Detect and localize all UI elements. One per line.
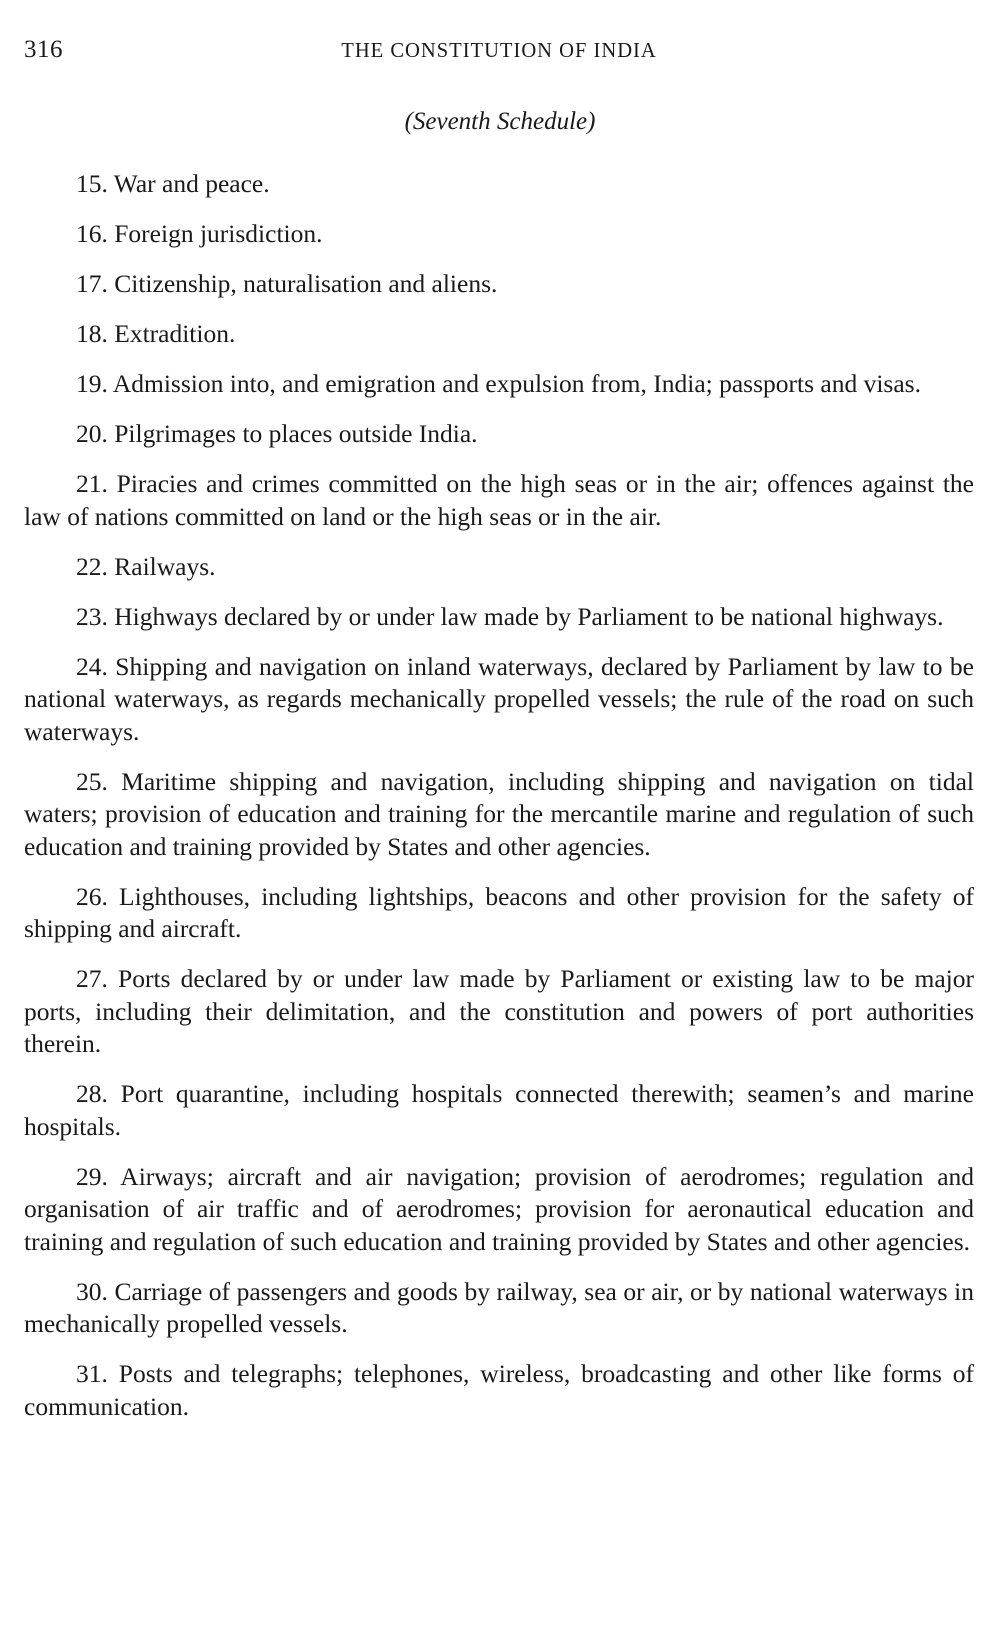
entry-text: Piracies and crimes committed on the high seas or in the air; offences against the law of nations committed on land or the high seas or in the air. (24, 469, 974, 531)
entry-text: Shipping and navigation on inland waterways, declared by Parliament by law to be national waterways, as regards mechanically propelled vessels; the rule of the road on such waterways. (24, 651, 975, 746)
entry-text: Foreign jurisdiction. (114, 219, 323, 248)
entry-text: Airways; aircraft and air navigation; provision of aerodromes; regulation and organisation of air traffic and of aerodromes; provision for aeronautical education and training and regulation of such education and training provided by States and other agencies. (24, 1161, 975, 1256)
list-entry (24, 766, 974, 864)
list-entry (24, 651, 974, 749)
entry-text: Pilgrimages to places outside India. (114, 419, 478, 448)
list-entry (24, 468, 974, 533)
entry-text: Admission into, and emigration and expulsion from, India; passports and visas. (112, 369, 921, 398)
entry-number: 29. (76, 1161, 108, 1191)
entry-number: 18. (76, 319, 108, 348)
entry-text: Carriage of passengers and goods by railway, sea or air, or by national waterways in mechanically propelled vessels. (24, 1276, 974, 1338)
entry-number: 26. (76, 881, 108, 911)
entry-text: Maritime shipping and navigation, including shipping and navigation on tidal waters; provision of education and training for the mercantile marine and regulation of such education and training provided by States and other agencies. (24, 766, 974, 861)
entry-text: Ports declared by or under law made by Parliament or existing law to be major ports, including their delimitation, and the constitution and powers of port authorities therein. (24, 964, 974, 1058)
entry-number: 28. (76, 1079, 108, 1108)
entry-number: 17. (76, 269, 108, 298)
entry-text: War and peace. (113, 169, 270, 198)
entry-text: Posts and telegraphs; telephones, wireless, broadcasting and other like forms of communication. (24, 1359, 975, 1421)
list-entry (24, 963, 974, 1061)
list-entry (24, 368, 974, 401)
list-entry (24, 268, 974, 301)
entry-number: 16. (76, 219, 108, 248)
entry-number: 19. (76, 369, 108, 398)
entry-number: 30. (76, 1276, 108, 1306)
list-entry (24, 418, 974, 451)
entry-number: 27. (76, 964, 108, 993)
entry-number: 21. (76, 469, 108, 498)
entry-text: Railways. (114, 551, 216, 581)
entry-text: Port quarantine, including hospitals connected therewith; seamen’s and marine hospitals. (24, 1079, 974, 1141)
page-number: 316 (24, 36, 63, 63)
book-title: THE CONSTITUTION OF INDIA (341, 38, 657, 62)
entry-number: 25. (76, 766, 108, 796)
entry-text: Extradition. (114, 319, 236, 348)
list-entry (24, 1276, 974, 1341)
list-entry (24, 881, 974, 946)
entry-text: Highways declared by or under law made by Parliament to be national highways. (114, 601, 944, 631)
list-entry (24, 168, 974, 201)
list-entry (24, 1078, 974, 1143)
running-header (24, 36, 974, 66)
entry-number: 20. (76, 419, 108, 448)
list-entry (24, 218, 974, 251)
entry-number: 23. (76, 601, 108, 631)
entry-number: 24. (76, 651, 108, 681)
section-label: (Seventh Schedule) (404, 108, 596, 135)
list-entry (24, 1358, 974, 1423)
entry-number: 22. (76, 551, 108, 581)
list-entry (24, 601, 974, 634)
entry-number: 31. (76, 1359, 108, 1388)
list-entry (24, 318, 974, 351)
entry-text: Citizenship, naturalisation and aliens. (114, 269, 498, 298)
entry-list (24, 168, 974, 1441)
entry-text: Lighthouses, including lightships, beacons and other provision for the safety of shipping and aircraft. (24, 881, 975, 943)
list-entry (24, 1161, 974, 1259)
list-entry (24, 551, 974, 584)
entry-number: 15. (76, 169, 108, 198)
